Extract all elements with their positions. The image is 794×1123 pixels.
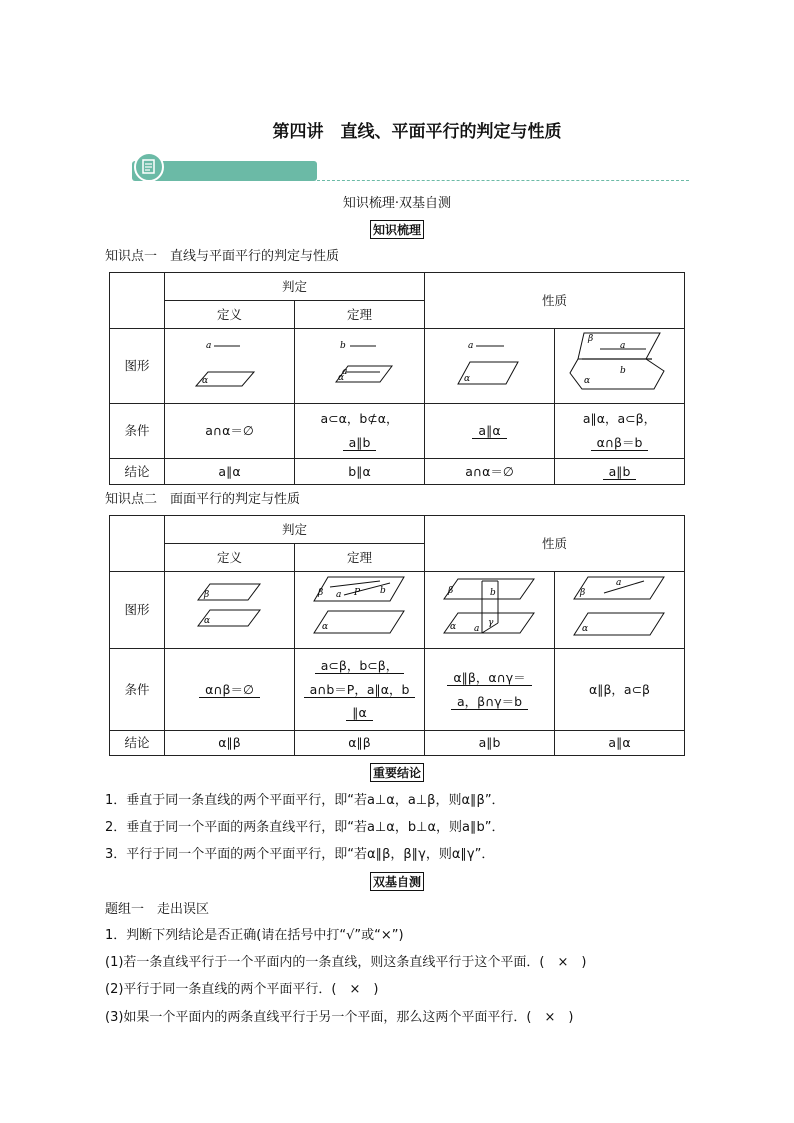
fig-label-gamma: γ (487, 618, 493, 629)
cond-prop1-line1: α∥β，α∩γ＝ (447, 670, 531, 686)
conclusion-2: 2．垂直于同一个平面的两条直线平行，即“若a⊥α，b⊥α，则a∥b”． (105, 820, 505, 835)
figure-plane-plane-prop2 (555, 572, 685, 649)
corner-cell (110, 273, 165, 329)
concl-def: a∥α (165, 459, 295, 485)
row-label-tuxing: 图形 (110, 572, 165, 649)
cond-thm-line3: ∥α (346, 705, 373, 721)
cond-thm (295, 649, 425, 731)
kp2-table (109, 515, 685, 756)
kp2-title: 知识点二 面面平行的判定与性质 (105, 492, 301, 507)
fig-label-beta: β (203, 590, 209, 601)
kp1-table (109, 272, 685, 485)
fig-label-b: b (489, 588, 496, 599)
label-zhishi-shuli: 知识梳理 (370, 220, 424, 239)
question-1-item-1: (1)若一条直线平行于一个平面内的一条直线，则这条直线平行于这个平面．( × ) (105, 955, 587, 970)
fig-label-b: b (339, 341, 346, 352)
header-xingzhi: 性质 (425, 273, 685, 329)
cond-prop2: α∥β，a⊂β (555, 649, 685, 731)
header-xingzhi: 性质 (425, 516, 685, 572)
question-1-item-2: (2)平行于同一条直线的两个平面平行．( × ) (105, 982, 379, 997)
fig-label-alpha: α (203, 616, 210, 627)
cond-prop2-line2: α∩β＝b (591, 435, 649, 451)
concl-prop1: a∩α＝∅ (425, 459, 555, 485)
cond-prop2-line1: a∥α，a⊂β， (582, 411, 657, 427)
label-zhongyao-jielun: 重要结论 (370, 763, 424, 782)
row-label-tiaojian: 条件 (110, 649, 165, 731)
fig-label-b: b (619, 366, 626, 377)
header-dingli: 定理 (295, 301, 425, 329)
cond-thm-line2: a∩b＝P，a∥α，b (304, 682, 416, 698)
group1-title: 题组一 走出误区 (105, 902, 210, 917)
fig-label-a: a (467, 341, 473, 352)
fig-label-a: a (341, 367, 347, 378)
fig-label-beta: β (579, 588, 585, 599)
fig-label-a: a (619, 341, 625, 352)
figure-line-plane-def (165, 329, 295, 404)
concl-prop2-text: a∥b (603, 464, 637, 480)
notebook-icon (134, 152, 164, 182)
cond-prop2 (555, 404, 685, 459)
header-dingyi: 定义 (165, 301, 295, 329)
cond-def-text: α∩β＝∅ (199, 682, 260, 698)
row-label-jielun: 结论 (110, 459, 165, 485)
concl-prop2 (555, 459, 685, 485)
header-panding: 判定 (165, 273, 425, 301)
cond-thm-line1: a⊂β，b⊂β， (315, 658, 405, 674)
fig-label-alpha: α (337, 373, 344, 384)
figure-plane-plane-thm (295, 572, 425, 649)
cond-def: a∩α＝∅ (165, 404, 295, 459)
corner-cell (110, 516, 165, 572)
question-1: 1．判断下列结论是否正确(请在括号中打“√”或“×”) (105, 928, 404, 943)
fig-label-alpha: α (583, 376, 590, 387)
fig-label-beta: β (317, 588, 323, 599)
fig-label-alpha: α (201, 376, 208, 387)
conclusion-1: 1．垂直于同一条直线的两个平面平行，即“若a⊥α，a⊥β，则α∥β”． (105, 793, 505, 808)
figure-line-plane-prop2 (555, 329, 685, 404)
label-shuangji-zice: 双基自测 (370, 872, 424, 891)
page-title: 第四讲 直线、平面平行的判定与性质 (272, 122, 562, 142)
header-panding: 判定 (165, 516, 425, 544)
fig-label-beta: β (447, 586, 453, 597)
fig-label-alpha: α (463, 374, 470, 385)
question-1-item-3: (3)如果一个平面内的两条直线平行于另一个平面，那么这两个平面平行．( × ) (105, 1010, 574, 1025)
conclusion-3: 3．平行于同一个平面的两个平面平行，即“若α∥β，β∥γ，则α∥γ”． (105, 847, 495, 862)
cond-prop1-line2: a，β∩γ＝b (451, 694, 528, 710)
cond-prop1 (425, 649, 555, 731)
cond-thm-line2: a∥b (343, 435, 377, 451)
fig-label-alpha: α (321, 622, 328, 633)
row-label-jielun: 结论 (110, 731, 165, 756)
cond-def (165, 649, 295, 731)
concl-prop1: a∥b (425, 731, 555, 756)
kp1-title: 知识点一 直线与平面平行的判定与性质 (105, 249, 340, 264)
header-dingyi: 定义 (165, 544, 295, 572)
fig-label-alpha: α (581, 624, 588, 635)
row-label-tuxing: 图形 (110, 329, 165, 404)
concl-prop2: a∥α (555, 731, 685, 756)
row-label-tiaojian: 条件 (110, 404, 165, 459)
fig-label-beta: β (587, 334, 593, 345)
fig-label-a: a (473, 624, 479, 635)
concl-thm: b∥α (295, 459, 425, 485)
header-dingli: 定理 (295, 544, 425, 572)
fig-label-a: a (205, 341, 211, 352)
figure-line-plane-thm (295, 329, 425, 404)
fig-label-a: a (335, 590, 341, 601)
section-heading: 知识梳理·双基自测 (342, 196, 452, 211)
figure-line-plane-prop1 (425, 329, 555, 404)
cond-thm-line1: a⊂α，b⊄α， (320, 411, 399, 427)
fig-label-b: b (379, 586, 386, 597)
concl-def: α∥β (165, 731, 295, 756)
dashed-divider (317, 180, 689, 181)
cond-prop1 (425, 404, 555, 459)
cond-prop1-text: a∥α (472, 423, 506, 439)
cond-thm (295, 404, 425, 459)
figure-plane-plane-def (165, 572, 295, 649)
fig-label-P: P (353, 588, 360, 599)
figure-plane-plane-prop1 (425, 572, 555, 649)
concl-thm: α∥β (295, 731, 425, 756)
fig-label-a: a (615, 578, 621, 589)
fig-label-alpha: α (449, 622, 456, 633)
